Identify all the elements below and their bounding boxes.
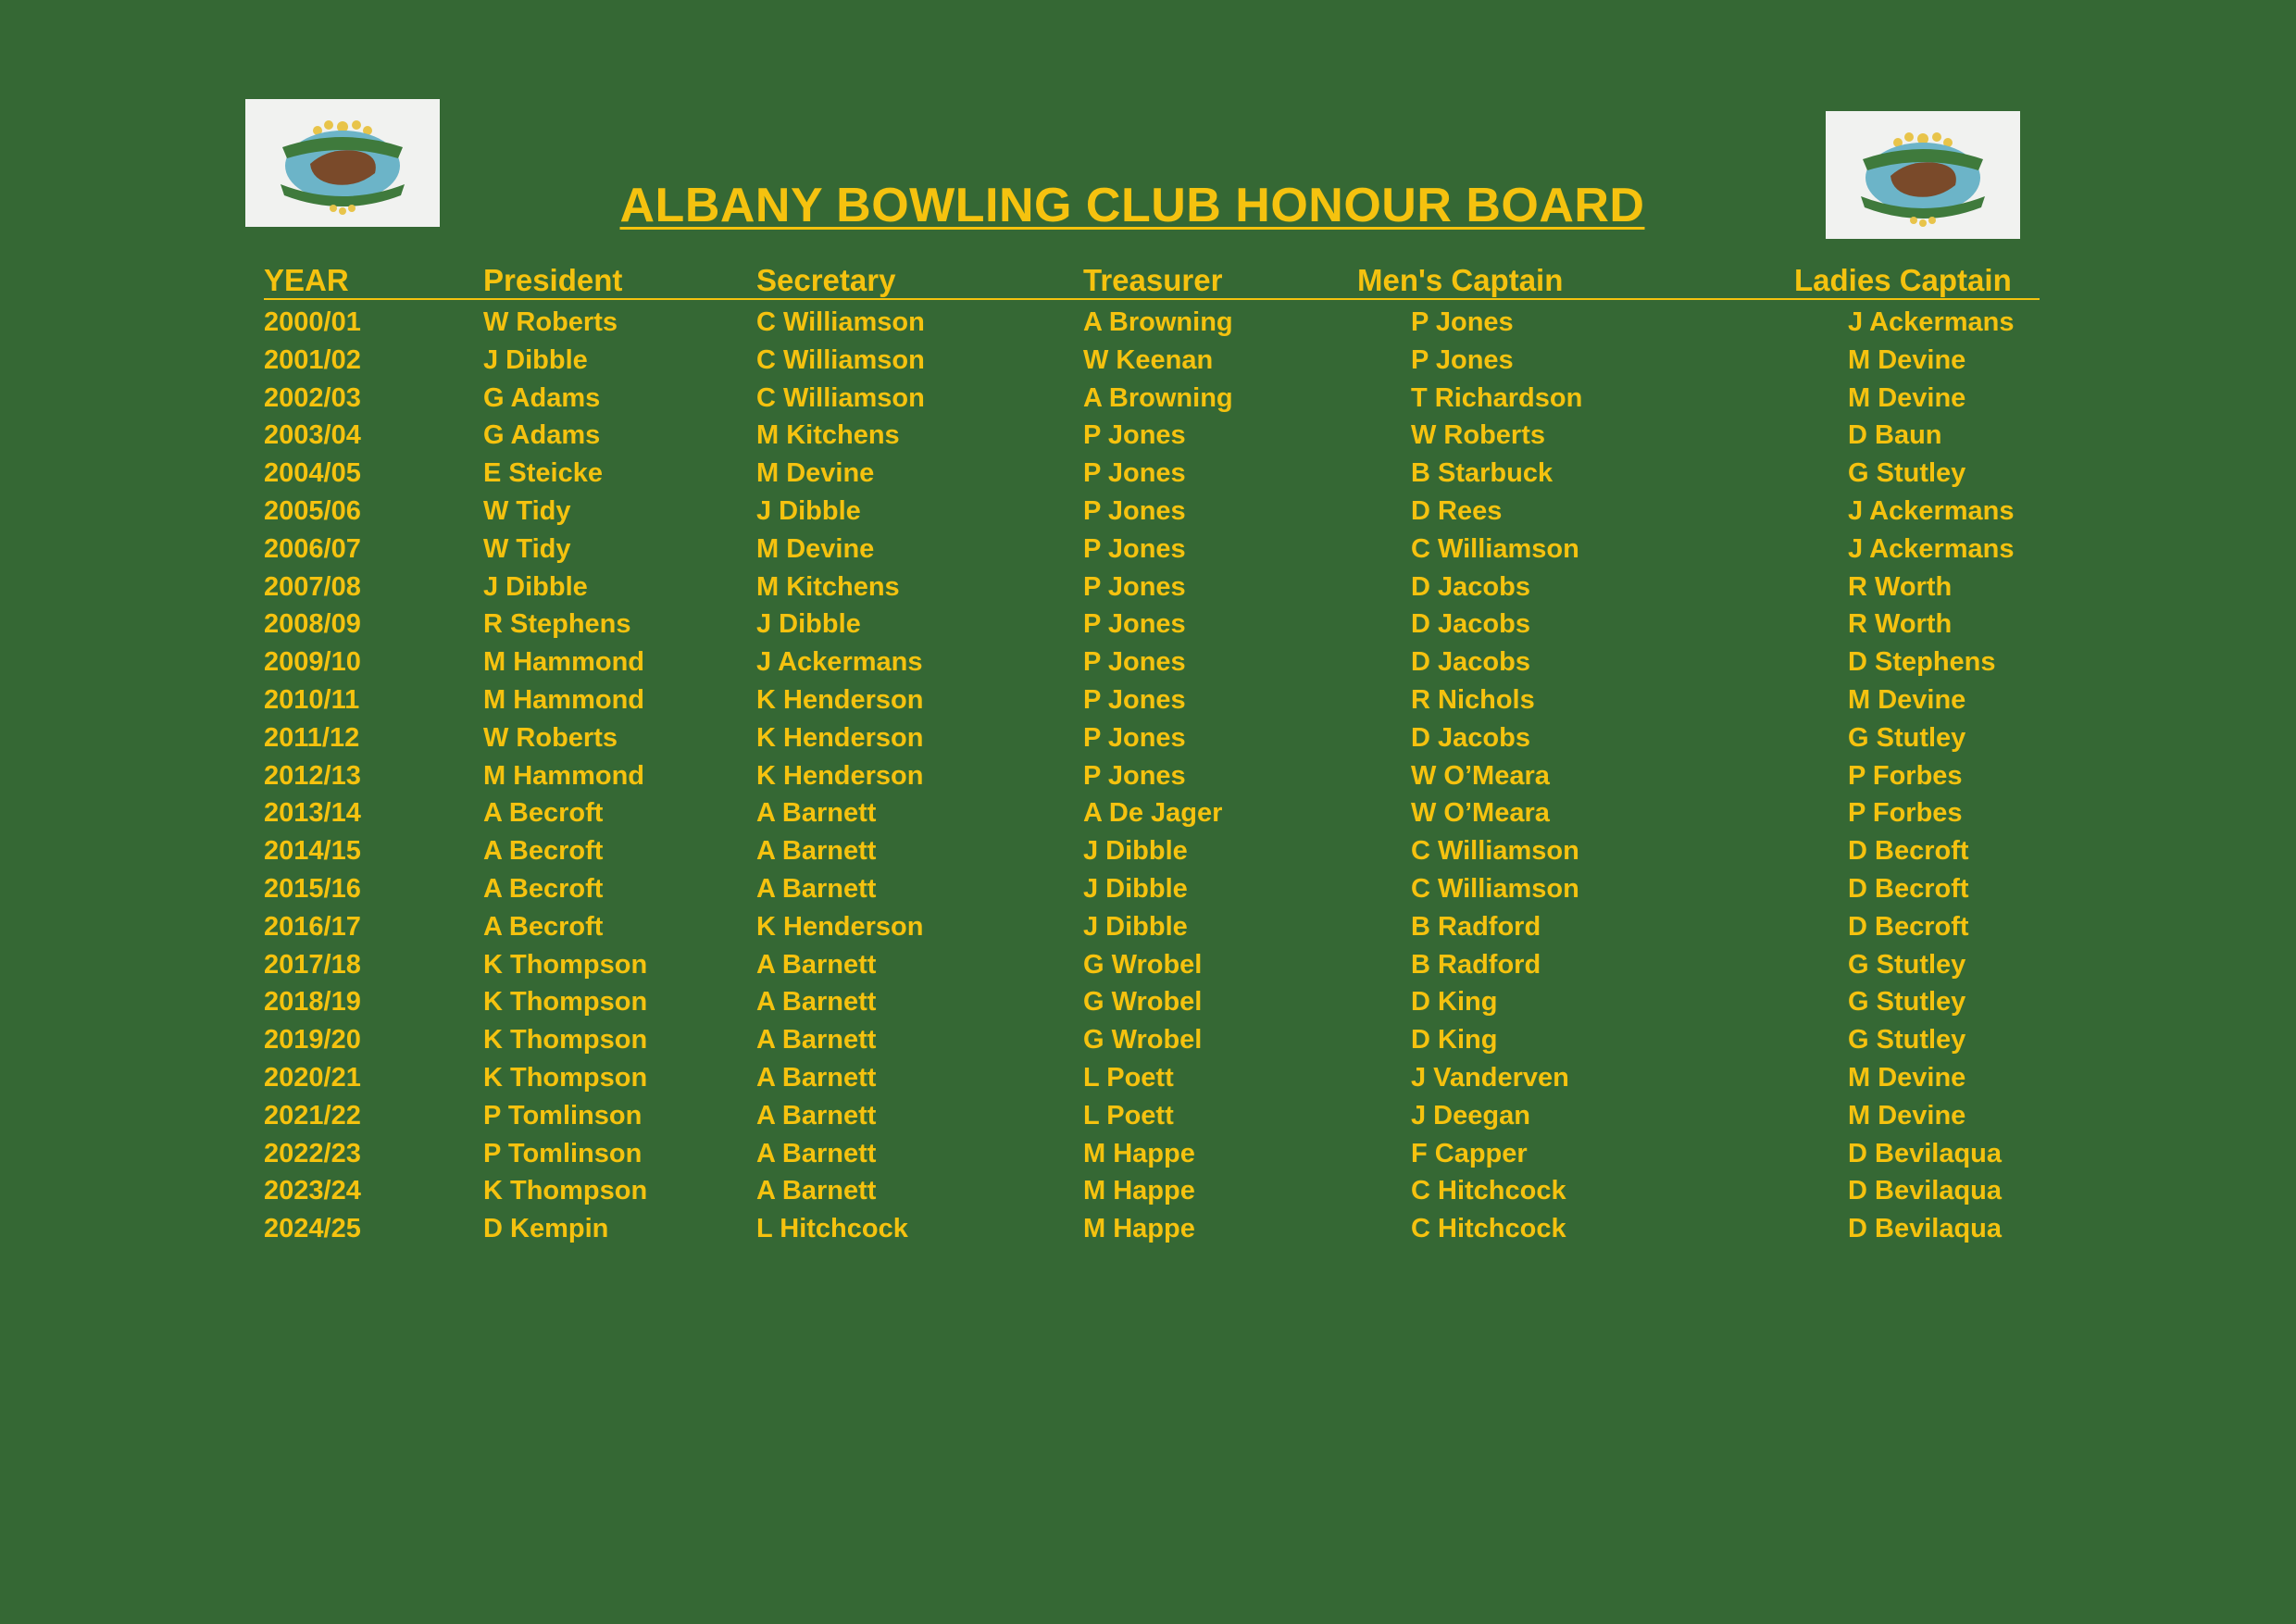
table-row [0,798,2296,835]
cell-year: 2024/25 [264,1214,361,1244]
cell-ladies-captain: D Bevilaqua [1848,1176,2002,1206]
table-row [0,912,2296,949]
cell-mens-captain: D Jacobs [1411,571,1530,602]
cell-mens-captain: C Williamson [1411,874,1579,904]
table-row [0,987,2296,1024]
cell-year: 2022/23 [264,1138,361,1168]
cell-secretary: A Barnett [756,1176,877,1206]
cell-secretary: C Williamson [756,344,925,375]
cell-president: A Becroft [483,911,604,942]
cell-year: 2020/21 [264,1063,361,1093]
cell-president: W Roberts [483,307,618,337]
cell-ladies-captain: R Worth [1848,571,1953,602]
cell-ladies-captain: M Devine [1848,1063,1966,1093]
cell-secretary: J Dibble [756,609,861,640]
cell-ladies-captain: D Baun [1848,420,1942,451]
cell-ladies-captain: P Forbes [1848,760,1963,791]
cell-year: 2004/05 [264,458,361,489]
cell-ladies-captain: D Becroft [1848,911,1969,942]
cell-president: M Hammond [483,647,644,678]
cell-secretary: K Henderson [756,760,924,791]
cell-secretary: A Barnett [756,1100,877,1131]
table-row [0,647,2296,684]
table-row [0,534,2296,571]
cell-treasurer: P Jones [1083,760,1186,791]
cell-treasurer: J Dibble [1083,836,1188,867]
cell-president: W Tidy [483,533,571,564]
table-row [0,685,2296,722]
cell-president: R Stephens [483,609,631,640]
cell-mens-captain: D King [1411,987,1498,1018]
cell-secretary: A Barnett [756,1025,877,1056]
cell-mens-captain: C Hitchcock [1411,1176,1566,1206]
cell-president: A Becroft [483,874,604,904]
cell-ladies-captain: M Devine [1848,382,1966,413]
cell-ladies-captain: G Stutley [1848,458,1966,489]
cell-year: 2011/12 [264,722,360,753]
cell-president: K Thompson [483,949,648,980]
table-row [0,1101,2296,1138]
cell-president: A Becroft [483,798,604,829]
table-row [0,1025,2296,1062]
cell-mens-captain: P Jones [1411,344,1514,375]
cell-treasurer: A De Jager [1083,798,1223,829]
cell-year: 2005/06 [264,496,361,526]
cell-mens-captain: C Hitchcock [1411,1214,1566,1244]
cell-mens-captain: J Vanderven [1411,1063,1569,1093]
cell-year: 2018/19 [264,987,361,1018]
table-row [0,1063,2296,1100]
cell-ladies-captain: D Stephens [1848,647,1996,678]
cell-president: J Dibble [483,344,588,375]
cell-year: 2012/13 [264,760,361,791]
cell-president: W Roberts [483,722,618,753]
cell-year: 2000/01 [264,307,361,337]
cell-year: 2017/18 [264,949,361,980]
cell-secretary: A Barnett [756,1138,877,1168]
cell-secretary: A Barnett [756,949,877,980]
cell-president: P Tomlinson [483,1138,643,1168]
cell-year: 2019/20 [264,1025,361,1056]
cell-secretary: C Williamson [756,307,925,337]
cell-secretary: K Henderson [756,911,924,942]
cell-mens-captain: B Radford [1411,949,1541,980]
table-row [0,1214,2296,1251]
table-row [0,420,2296,457]
cell-treasurer: P Jones [1083,609,1186,640]
header-treasurer: Treasurer [1083,263,1223,297]
table-row [0,1176,2296,1213]
cell-president: G Adams [483,420,601,451]
cell-mens-captain: B Radford [1411,911,1541,942]
cell-mens-captain: D Rees [1411,496,1503,526]
cell-treasurer: P Jones [1083,685,1186,715]
table-row [0,950,2296,987]
cell-mens-captain: C Williamson [1411,533,1579,564]
cell-president: K Thompson [483,1176,648,1206]
cell-treasurer: P Jones [1083,420,1186,451]
cell-president: J Dibble [483,571,588,602]
cell-year: 2006/07 [264,533,361,564]
cell-secretary: A Barnett [756,874,877,904]
cell-treasurer: P Jones [1083,647,1186,678]
cell-ladies-captain: P Forbes [1848,798,1963,829]
cell-secretary: J Ackermans [756,647,923,678]
cell-ladies-captain: M Devine [1848,685,1966,715]
cell-mens-captain: W Roberts [1411,420,1545,451]
cell-mens-captain: C Williamson [1411,836,1579,867]
cell-year: 2009/10 [264,647,361,678]
cell-secretary: M Kitchens [756,571,900,602]
cell-year: 2016/17 [264,911,361,942]
cell-treasurer: P Jones [1083,496,1186,526]
cell-year: 2015/16 [264,874,361,904]
table-row [0,1139,2296,1176]
cell-year: 2023/24 [264,1176,361,1206]
cell-president: P Tomlinson [483,1100,643,1131]
cell-mens-captain: J Deegan [1411,1100,1530,1131]
cell-treasurer: J Dibble [1083,874,1188,904]
header-year: YEAR [264,263,349,297]
table-row [0,458,2296,495]
cell-treasurer: G Wrobel [1083,949,1203,980]
cell-mens-captain: D Jacobs [1411,722,1530,753]
cell-ladies-captain: D Becroft [1848,874,1969,904]
cell-mens-captain: W O’Meara [1411,798,1550,829]
cell-mens-captain: R Nichols [1411,685,1535,715]
cell-treasurer: M Happe [1083,1138,1195,1168]
cell-year: 2002/03 [264,382,361,413]
cell-secretary: L Hitchcock [756,1214,908,1244]
cell-ladies-captain: M Devine [1848,344,1966,375]
cell-president: D Kempin [483,1214,609,1244]
cell-treasurer: J Dibble [1083,911,1188,942]
cell-secretary: J Dibble [756,496,861,526]
cell-treasurer: G Wrobel [1083,987,1203,1018]
header-president: President [483,263,623,297]
cell-year: 2014/15 [264,836,361,867]
cell-mens-captain: D Jacobs [1411,609,1530,640]
cell-secretary: C Williamson [756,382,925,413]
cell-president: G Adams [483,382,601,413]
page-title: ALBANY BOWLING CLUB HONOUR BOARD [619,179,1645,232]
cell-mens-captain: D Jacobs [1411,647,1530,678]
cell-secretary: M Devine [756,458,875,489]
cell-mens-captain: B Starbuck [1411,458,1554,489]
header-mens-captain: Men's Captain [1357,263,1564,297]
cell-ladies-captain: D Bevilaqua [1848,1138,2002,1168]
table-row [0,383,2296,420]
cell-treasurer: G Wrobel [1083,1025,1203,1056]
cell-ladies-captain: D Bevilaqua [1848,1214,2002,1244]
cell-treasurer: A Browning [1083,382,1233,413]
cell-mens-captain: P Jones [1411,307,1514,337]
table-row [0,307,2296,344]
header-divider [264,298,2040,300]
cell-year: 2001/02 [264,344,361,375]
cell-ladies-captain: J Ackermans [1848,496,2015,526]
header-secretary: Secretary [756,263,896,297]
cell-president: W Tidy [483,496,571,526]
cell-mens-captain: T Richardson [1411,382,1583,413]
cell-president: A Becroft [483,836,604,867]
table-row [0,723,2296,760]
cell-treasurer: P Jones [1083,571,1186,602]
table-row [0,609,2296,646]
cell-secretary: K Henderson [756,685,924,715]
cell-treasurer: M Happe [1083,1176,1195,1206]
cell-year: 2010/11 [264,685,360,715]
cell-president: K Thompson [483,1063,648,1093]
cell-president: E Steicke [483,458,603,489]
cell-president: K Thompson [483,987,648,1018]
cell-treasurer: L Poett [1083,1100,1174,1131]
cell-secretary: A Barnett [756,836,877,867]
cell-treasurer: A Browning [1083,307,1233,337]
cell-ladies-captain: D Becroft [1848,836,1969,867]
cell-ladies-captain: M Devine [1848,1100,1966,1131]
cell-president: K Thompson [483,1025,648,1056]
cell-ladies-captain: G Stutley [1848,1025,1966,1056]
cell-secretary: M Devine [756,533,875,564]
cell-ladies-captain: J Ackermans [1848,307,2015,337]
header-ladies-captain: Ladies Captain [1794,263,2012,297]
table-row [0,345,2296,382]
cell-ladies-captain: R Worth [1848,609,1953,640]
cell-secretary: A Barnett [756,987,877,1018]
cell-year: 2007/08 [264,571,361,602]
cell-president: M Hammond [483,685,644,715]
cell-year: 2008/09 [264,609,361,640]
cell-treasurer: P Jones [1083,533,1186,564]
cell-ladies-captain: G Stutley [1848,987,1966,1018]
cell-mens-captain: F Capper [1411,1138,1528,1168]
cell-ladies-captain: J Ackermans [1848,533,2015,564]
table-row [0,761,2296,798]
cell-treasurer: P Jones [1083,722,1186,753]
table-row [0,572,2296,609]
cell-secretary: K Henderson [756,722,924,753]
cell-year: 2003/04 [264,420,361,451]
cell-treasurer: M Happe [1083,1214,1195,1244]
cell-treasurer: P Jones [1083,458,1186,489]
cell-year: 2013/14 [264,798,361,829]
cell-treasurer: W Keenan [1083,344,1214,375]
cell-treasurer: L Poett [1083,1063,1174,1093]
cell-ladies-captain: G Stutley [1848,949,1966,980]
cell-secretary: A Barnett [756,1063,877,1093]
cell-year: 2021/22 [264,1100,361,1131]
cell-mens-captain: D King [1411,1025,1498,1056]
table-row [0,874,2296,911]
table-row [0,836,2296,873]
cell-secretary: M Kitchens [756,420,900,451]
cell-secretary: A Barnett [756,798,877,829]
table-row [0,496,2296,533]
cell-mens-captain: W O’Meara [1411,760,1550,791]
cell-ladies-captain: G Stutley [1848,722,1966,753]
cell-president: M Hammond [483,760,644,791]
